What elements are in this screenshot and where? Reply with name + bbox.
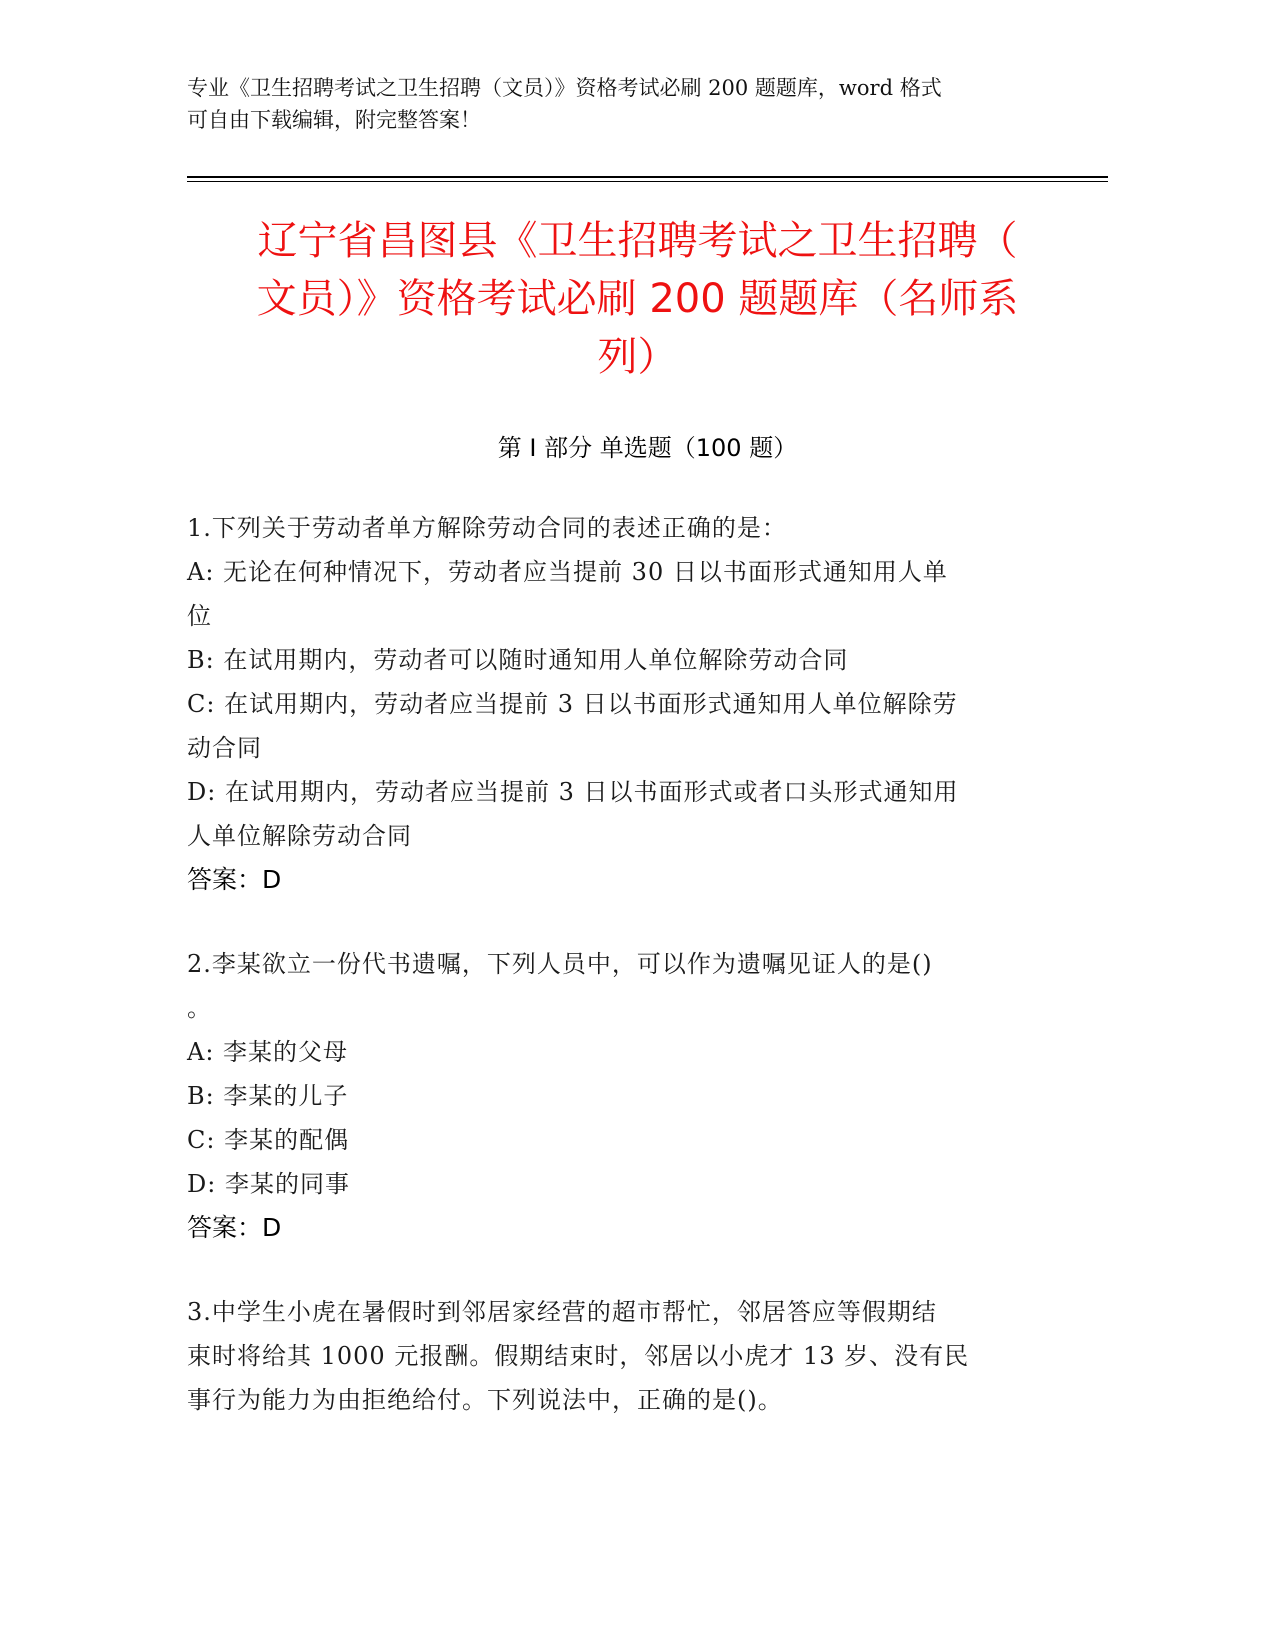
header-divider — [187, 181, 1108, 182]
question-2 — [187, 942, 1067, 1206]
section-heading: 第 I 部分 单选题（100 题） — [497, 434, 798, 462]
title-line: 文员）》资格考试必刷 200 题题库（名师系 — [256, 276, 1019, 322]
question-3 — [187, 1290, 1067, 1422]
title-line: 列） — [597, 334, 678, 380]
question-stem: 。 — [187, 994, 212, 1022]
title-line: 辽宁省昌图县《卫生招聘考试之卫生招聘（ — [257, 218, 1018, 264]
option-d: D: 李某的同事 — [187, 1170, 350, 1198]
question-1 — [187, 506, 1067, 858]
question-stem: 事行为能力为由拒绝给付。下列说法中，正确的是()。 — [187, 1386, 783, 1414]
question-stem: 2.李某欲立一份代书遗嘱，下列人员中，可以作为遗嘱见证人的是() — [187, 950, 933, 978]
option-a: A: 李某的父母 — [187, 1038, 349, 1066]
option-a: A: 无论在何种情况下，劳动者应当提前 30 日以书面形式通知用人单 — [187, 558, 948, 586]
header-divider — [187, 176, 1108, 178]
option-c: 动合同 — [187, 734, 262, 762]
question-stem: 束时将给其 1000 元报酬。假期结束时，邻居以小虎才 13 岁、没有民 — [187, 1342, 970, 1370]
option-c: C: 李某的配偶 — [187, 1126, 350, 1154]
option-d: D: 在试用期内，劳动者应当提前 3 日以书面形式或者口头形式通知用 — [187, 778, 959, 806]
option-a: 位 — [187, 602, 212, 630]
option-b: B: 在试用期内，劳动者可以随时通知用人单位解除劳动合同 — [187, 646, 849, 674]
answer-1: 答案：D — [187, 865, 282, 894]
question-stem: 1.下列关于劳动者单方解除劳动合同的表述正确的是： — [187, 514, 787, 542]
question-stem: 3.中学生小虎在暑假时到邻居家经营的超市帮忙，邻居答应等假期结 — [187, 1298, 937, 1326]
option-b: B: 李某的儿子 — [187, 1082, 349, 1110]
header-note-line: 专业《卫生招聘考试之卫生招聘（文员）》资格考试必刷 200 题题库，word 格式 — [187, 76, 942, 100]
answer-2: 答案：D — [187, 1213, 282, 1242]
option-d: 人单位解除劳动合同 — [187, 822, 412, 850]
header-note — [187, 72, 1072, 136]
option-c: C: 在试用期内，劳动者应当提前 3 日以书面形式通知用人单位解除劳 — [187, 690, 958, 718]
document-title — [170, 212, 1105, 386]
header-note-line: 可自由下载编辑，附完整答案！ — [187, 108, 481, 132]
